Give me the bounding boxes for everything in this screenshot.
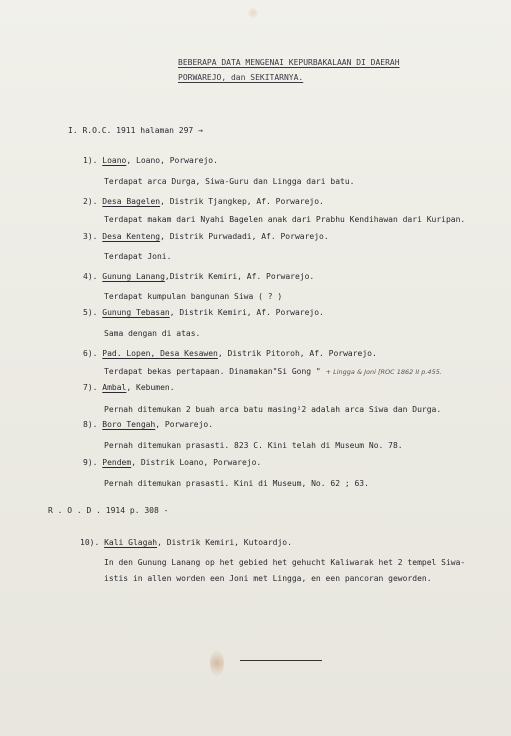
list-item xyxy=(83,458,261,468)
list-item xyxy=(83,349,377,359)
paper-stain xyxy=(210,650,224,676)
item-note: Pernah ditemukan prasasti. 823 C. Kini telah di Museum No. 78. xyxy=(104,441,403,450)
item-note: In den Gunung Lanang op het gebied het gehucht Kaliwarak het 2 tempel Siwa- xyxy=(104,558,466,567)
site-location: , Distrik Kemiri, Kutoardjo. xyxy=(157,538,292,547)
item-number: 3). xyxy=(83,232,98,241)
paper-stain xyxy=(248,8,258,18)
item-note: Pernah ditemukan prasasti. Kini di Museum, No. 62 ; 63. xyxy=(104,479,369,488)
site-location: , Distrik Purwadadi, Af. Porwarejo. xyxy=(160,232,329,241)
list-item xyxy=(80,538,292,548)
list-item xyxy=(83,232,329,242)
document-title: BEBERAPA DATA MENGENAI KEPURBAKALAAN DI DAERAH xyxy=(178,58,400,67)
site-location: , Distrik Loano, Porwarejo. xyxy=(131,458,262,467)
item-note: Pernah ditemukan 2 buah arca batu masing²2 adalah arca Siwa dan Durga. xyxy=(104,405,442,414)
arrow-mark-icon: → xyxy=(198,126,203,135)
item-number: 4). xyxy=(83,272,98,281)
item-number: 8). xyxy=(83,420,98,429)
site-name: Gunung Tebasan xyxy=(102,308,170,317)
item-note: Terdapat makam dari Nyahi Bagelen anak dari Prabhu Kendihawan dari Kuripan. xyxy=(104,215,466,224)
site-location: , Distrik Tjangkep, Af. Porwarejo. xyxy=(160,197,324,206)
site-location: ,Distrik Kemiri, Af. Porwarejo. xyxy=(164,272,315,281)
section-heading xyxy=(68,126,203,136)
item-number: 1). xyxy=(83,156,98,165)
item-number: 5). xyxy=(83,308,98,317)
item-note: istis in allen worden een Joni met Lingga, en een pancoran geworden. xyxy=(104,574,432,583)
list-item xyxy=(83,272,314,282)
list-item xyxy=(83,308,324,318)
site-name: Loano xyxy=(102,156,127,165)
site-location: , Distrik Pitoroh, Af. Porwarejo. xyxy=(217,349,377,358)
list-item xyxy=(83,383,175,393)
site-name: Kali Glagah xyxy=(104,538,158,547)
item-number: 7). xyxy=(83,383,98,392)
site-name: Boro Tengah xyxy=(102,420,156,429)
site-name: Desa Kenteng xyxy=(102,232,161,241)
site-name: Pad. Lopen, Desa Kesawen xyxy=(102,349,218,358)
list-item xyxy=(83,156,218,166)
item-note-text: Terdapat bekas pertapaan. Dinamakan"Si Gong " xyxy=(104,367,321,376)
section-heading: R . O . D . 1914 p. 308 - xyxy=(48,506,169,515)
item-note: Sama dengan di atas. xyxy=(104,329,201,338)
item-note: Terdapat arca Durga, Siwa-Guru dan Lingga dari batu. xyxy=(104,177,355,186)
list-item xyxy=(83,197,324,207)
site-location: , Porwarejo. xyxy=(155,420,214,429)
document-subtitle: PORWAREJO, dan SEKITARNYA. xyxy=(178,73,304,82)
item-number: 9). xyxy=(83,458,98,467)
section-heading-text: I. R.O.C. 1911 halaman 297 xyxy=(68,126,194,135)
item-number: 10). xyxy=(80,538,100,547)
site-location: , Kebumen. xyxy=(126,383,175,392)
list-item xyxy=(83,420,213,430)
site-location: , Loano, Porwarejo. xyxy=(126,156,218,165)
site-name: Pendem xyxy=(102,458,132,467)
site-name: Ambal xyxy=(102,383,127,392)
item-number: 6). xyxy=(83,349,98,358)
closing-rule xyxy=(240,660,322,661)
item-note xyxy=(104,367,442,377)
handwritten-annotation: + Lingga & Joni [ROC 1862 II p.455. xyxy=(325,368,442,376)
item-note: Terdapat kumpulan bangunan Siwa ( ? ) xyxy=(104,292,283,301)
item-number: 2). xyxy=(83,197,98,206)
site-name: Gunung Lanang xyxy=(102,272,165,281)
site-location: , Distrik Kemiri, Af. Porwarejo. xyxy=(169,308,324,317)
site-name: Desa Bagelen xyxy=(102,197,161,206)
item-note: Terdapat Joni. xyxy=(104,252,172,261)
